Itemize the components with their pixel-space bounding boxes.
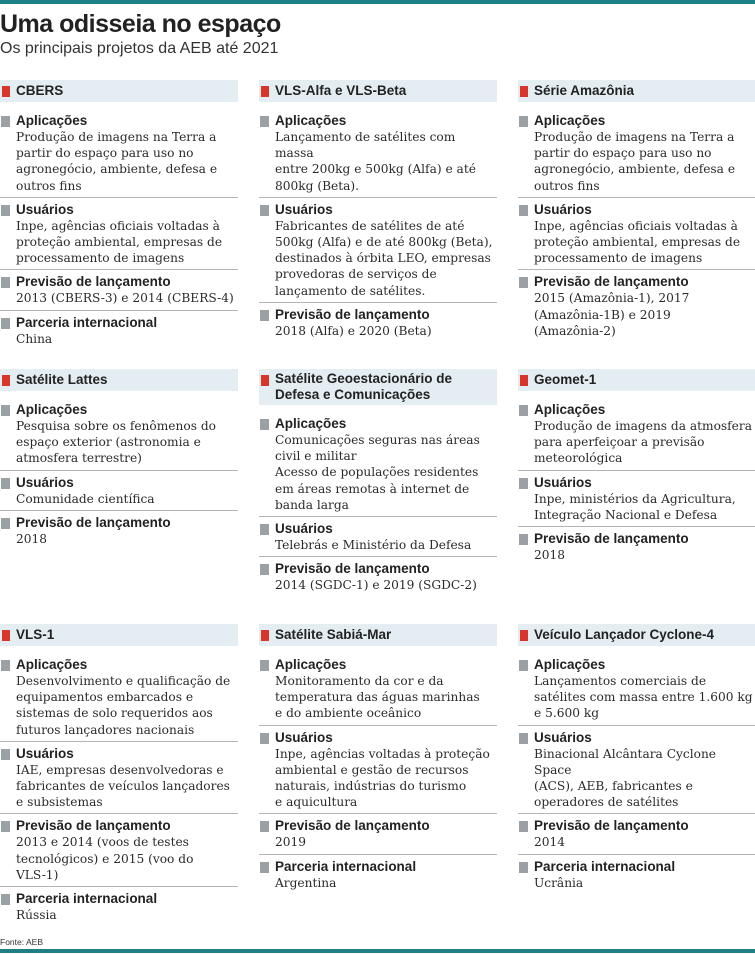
red-square-marker-icon [2,630,10,641]
gray-square-marker-icon [519,277,528,288]
section-label-text: Previsão de lançamento [16,514,171,530]
section-label-text: Parceria internacional [534,858,676,874]
section-text: Desenvolvimento e qualificação de equipamentos embarcados e sistemas de solo requeridos aos futuros lançadores nacionais [16,674,231,737]
section-label [518,531,755,547]
card-section [518,726,755,815]
section-text: Binacional Alcântara Cyclone Space (ACS), AEB, fabricantes e operadores de satélites [534,746,717,810]
gray-square-marker-icon [519,733,528,744]
section-label [0,475,238,491]
project-card [0,80,238,350]
section-text: Produção de imagens da atmosfera para aperfeiçoar a previsão meteorológica [534,419,752,466]
section-label-text: Aplicações [16,402,88,417]
section-text: China [16,331,53,346]
section-text: Rússia [16,908,57,923]
section-text: Comunicações seguras nas áreas civil e militar Acesso de populações residentes em áreas remotas à internet de banda larga [275,433,480,512]
section-label [518,113,755,129]
section-label-text: Aplicações [534,402,606,417]
section-label [259,818,497,834]
section-text: Inpe, agências voltadas à proteção ambiental e gestão de recursos naturais, indústrias do turismo e aquicultura [275,746,490,810]
gray-square-marker-icon [260,564,269,575]
card-section [518,270,755,342]
card-header [259,369,497,405]
card-header [518,624,755,646]
section-text: 2015 (Amazônia-1), 2017 (Amazônia-1B) e 2019 (Amazônia-2) [534,291,690,338]
section-label [0,402,238,418]
card-section [0,311,238,350]
card-section [0,653,238,742]
section-label [259,416,497,432]
section-text: 2013 e 2014 (voos de testes tecnológicos) e 2015 (voo do VLS-1) [16,835,194,882]
section-text: Comunidade científica [16,491,155,506]
top-accent-bar [0,0,755,4]
section-text: Ucrânia [534,875,584,890]
section-text: Monitoramento da cor e da temperatura das águas marinhas e do ambiente oceânico [275,674,480,721]
card-section [518,814,755,854]
project-card [259,369,497,596]
red-square-marker-icon [261,86,269,97]
gray-square-marker-icon [519,821,528,832]
section-text: 2014 (SGDC-1) e 2019 (SGDC-2) [275,578,477,593]
card-section [0,887,238,926]
gray-square-marker-icon [1,116,10,127]
section-label [259,307,497,323]
card-title: Satélite Geoestacionário de Defesa e Comunicações [275,371,453,402]
section-label-text: Usuários [275,521,333,537]
section-label [518,274,755,290]
card-section [0,270,238,310]
section-label [259,730,497,746]
red-square-marker-icon [520,86,528,97]
section-label-text: Usuários [16,474,74,490]
card-section [259,109,497,198]
card-title: Veículo Lançador Cyclone-4 [534,627,715,642]
section-label-text: Previsão de lançamento [275,818,430,834]
gray-square-marker-icon [1,660,10,671]
section-text: Inpe, agências oficiais voltadas à proteção ambiental, empresas de processamento de imagens [534,218,741,266]
card-header [259,80,497,102]
bottom-accent-bar [0,949,755,953]
section-label [518,657,755,673]
gray-square-marker-icon [260,116,269,127]
gray-square-marker-icon [260,821,269,832]
red-square-marker-icon [2,375,10,386]
card-section [0,198,238,271]
section-label-text: Aplicações [16,657,88,672]
page-title: Uma odisseia no espaço [0,10,281,38]
section-label [0,818,238,834]
section-label-text: Usuários [16,201,74,217]
section-label-text: Parceria internacional [16,891,158,907]
section-label [259,859,497,875]
section-label-text: Previsão de lançamento [534,818,689,834]
section-label-text: Aplicações [275,416,347,431]
red-square-marker-icon [261,375,269,386]
section-label-text: Usuários [534,201,592,217]
section-label [259,521,497,537]
section-label-text: Previsão de lançamento [16,274,171,290]
gray-square-marker-icon [260,862,269,873]
project-card [259,80,497,342]
section-text: 2018 (Alfa) e 2020 (Beta) [275,323,432,338]
section-text: 2018 [534,548,566,563]
card-title: Satélite Lattes [16,372,108,387]
gray-square-marker-icon [519,534,528,545]
section-label-text: Previsão de lançamento [275,306,430,322]
section-label [0,746,238,762]
card-title: Satélite Sabiá-Mar [275,627,392,642]
gray-square-marker-icon [260,310,269,321]
section-label [0,274,238,290]
section-label [518,475,755,491]
section-label-text: Parceria internacional [16,314,158,330]
section-label-text: Usuários [275,201,333,217]
project-card [259,624,497,894]
section-label [0,891,238,907]
section-label [259,202,497,218]
section-text: Produção de imagens na Terra a partir do espaço para uso no agronegócio, ambiente, defesa e outros fins [534,130,736,193]
section-label-text: Aplicações [534,657,606,672]
card-header [518,80,755,102]
section-label-text: Aplicações [534,113,606,128]
section-label-text: Previsão de lançamento [16,818,171,834]
card-header [0,624,238,646]
section-text: 2014 [534,835,566,850]
card-section [0,814,238,887]
red-square-marker-icon [261,630,269,641]
card-section [518,109,755,198]
gray-square-marker-icon [1,894,10,905]
red-square-marker-icon [520,375,528,386]
section-label [518,730,755,746]
section-text: 2013 (CBERS-3) e 2014 (CBERS-4) [16,291,234,306]
section-text: Fabricantes de satélites de até 500kg (Alfa) e de até 800kg (Beta), destinados à órbita LEO, empresas provedoras de serviços de lançamento de satélites. [275,218,493,298]
card-section [259,517,497,557]
card-title: Série Amazônia [534,83,635,98]
section-text: 2018 [16,531,48,546]
section-label [0,315,238,331]
red-square-marker-icon [520,630,528,641]
section-text: Produção de imagens na Terra a partir do espaço para uso no agronegócio, ambiente, defesa e outros fins [16,130,218,193]
section-label [0,515,238,531]
section-label-text: Usuários [16,745,74,761]
card-header [0,80,238,102]
gray-square-marker-icon [519,660,528,671]
card-section [518,471,755,527]
project-card [0,369,238,550]
section-label [259,657,497,673]
card-header [518,369,755,391]
card-header [259,624,497,646]
card-section [259,557,497,596]
section-label [259,113,497,129]
card-section [259,814,497,854]
section-label [0,202,238,218]
section-text: Inpe, ministérios da Agricultura, Integração Nacional e Defesa [534,491,736,522]
gray-square-marker-icon [1,405,10,416]
gray-square-marker-icon [260,524,269,535]
card-header [0,369,238,391]
section-text: Lançamento de satélites com massa entre 200kg e 500kg (Alfa) e até 800kg (Beta). [275,130,476,193]
project-card [0,624,238,926]
gray-square-marker-icon [1,518,10,529]
gray-square-marker-icon [1,749,10,760]
section-label [0,113,238,129]
gray-square-marker-icon [519,116,528,127]
source-note: Fonte: AEB [0,937,43,947]
card-section [259,653,497,726]
section-label-text: Aplicações [16,113,88,128]
gray-square-marker-icon [1,318,10,329]
section-label-text: Previsão de lançamento [534,531,689,547]
section-label [0,657,238,673]
section-text: Argentina [275,875,337,890]
section-label-text: Aplicações [275,113,347,128]
gray-square-marker-icon [1,821,10,832]
card-section [518,198,755,271]
card-section [0,109,238,198]
gray-square-marker-icon [1,205,10,216]
red-square-marker-icon [2,86,10,97]
section-label [259,561,497,577]
card-title: VLS-1 [16,627,55,642]
card-section [518,855,755,894]
page-subtitle: Os principais projetos da AEB até 2021 [0,40,279,57]
section-label-text: Previsão de lançamento [275,561,430,577]
section-text: IAE, empresas desenvolvedoras e fabricantes de veículos lançadores e subsistemas [16,762,230,810]
section-text: Inpe, agências oficiais voltadas à proteção ambiental, empresas de processamento de imagens [16,218,223,266]
project-card [518,369,755,566]
card-section [0,511,238,550]
section-label [518,859,755,875]
card-section [259,412,497,517]
card-section [259,198,497,303]
section-text: 2019 [275,835,307,850]
gray-square-marker-icon [1,277,10,288]
card-title: CBERS [16,83,64,98]
card-section [518,398,755,471]
gray-square-marker-icon [519,862,528,873]
section-label-text: Previsão de lançamento [534,274,689,290]
gray-square-marker-icon [260,660,269,671]
section-label [518,202,755,218]
section-label-text: Aplicações [275,657,347,672]
section-label-text: Parceria internacional [275,858,417,874]
section-text: Lançamentos comerciais de satélites com massa entre 1.600 kg e 5.600 kg [534,674,753,721]
card-title: Geomet-1 [534,372,597,387]
gray-square-marker-icon [519,478,528,489]
gray-square-marker-icon [519,405,528,416]
section-label-text: Usuários [534,474,592,490]
section-text: Pesquisa sobre os fenômenos do espaço exterior (astronomia e atmosfera terrestre) [16,419,216,466]
section-label-text: Usuários [275,729,333,745]
project-card [518,80,755,342]
gray-square-marker-icon [260,733,269,744]
gray-square-marker-icon [519,205,528,216]
card-section [518,527,755,566]
section-label [518,402,755,418]
card-section [0,471,238,511]
gray-square-marker-icon [260,205,269,216]
card-section [0,742,238,815]
card-section [259,855,497,894]
card-section [518,653,755,726]
card-section [259,726,497,815]
section-label [518,818,755,834]
project-card [518,624,755,894]
card-title: VLS-Alfa e VLS-Beta [275,83,407,98]
card-section [259,303,497,342]
section-text: Telebrás e Ministério da Defesa [275,538,472,553]
gray-square-marker-icon [1,478,10,489]
section-label-text: Usuários [534,729,592,745]
gray-square-marker-icon [260,419,269,430]
card-section [0,398,238,471]
